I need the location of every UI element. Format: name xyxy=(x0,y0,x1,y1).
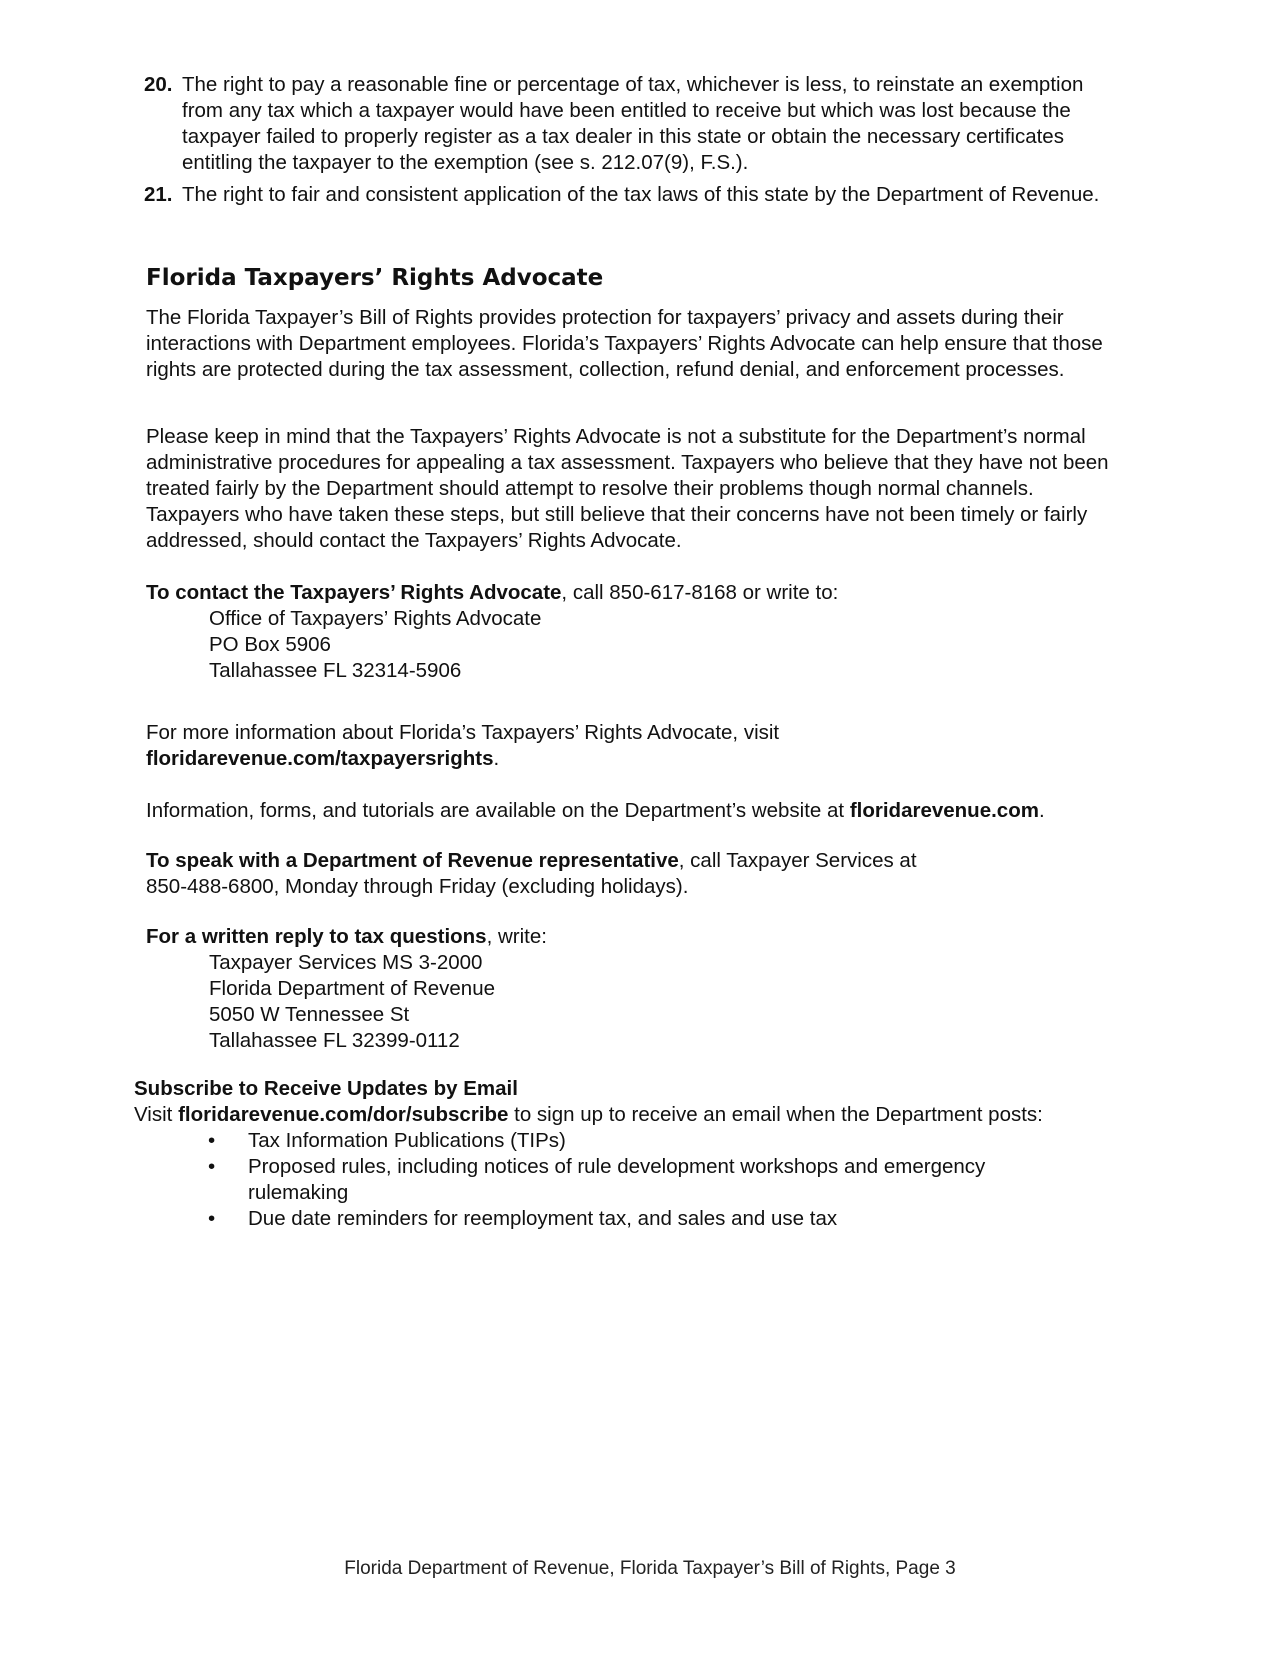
subscribe-heading: Subscribe to Receive Updates by Email xyxy=(134,1077,518,1100)
bullet-icon: • xyxy=(208,1155,216,1178)
website-info-text: Information, forms, and tutorials are available on the Department’s website at xyxy=(146,799,850,822)
address-line: PO Box 5906 xyxy=(209,633,331,656)
advocate-address xyxy=(209,606,541,684)
more-info xyxy=(146,720,1121,772)
taxpayer-services-address xyxy=(209,950,495,1054)
representative-label: To speak with a Department of Revenue representative xyxy=(146,849,679,872)
subscribe-rest: to sign up to receive an email when the Department posts: xyxy=(508,1103,1043,1126)
contact-line xyxy=(146,580,838,606)
bullet-icon: • xyxy=(208,1129,216,1152)
written-reply xyxy=(146,924,547,950)
more-info-text: For more information about Florida’s Taxpayers’ Rights Advocate, visit xyxy=(146,721,780,744)
website-link[interactable]: floridarevenue.com xyxy=(849,799,1039,822)
written-reply-label: For a written reply to tax questions xyxy=(146,925,487,948)
page-footer: Florida Department of Revenue, Florida Taxpayer’s Bill of Rights, Page 3 xyxy=(344,1558,956,1579)
subscribe-link[interactable]: floridarevenue.com/dor/subscribe xyxy=(178,1103,509,1126)
advocate-paragraph-1: The Florida Taxpayer’s Bill of Rights provides protection for taxpayers’ privacy and assets during their interactions with Department employees. Florida’s Taxpayers’ Rights Advocate can help ensure that those rights are protected during the tax assessment, collection, refund denial, and enforcement processes. xyxy=(146,306,1103,381)
address-line: 5050 W Tennessee St xyxy=(209,1003,410,1026)
website-info xyxy=(146,798,1146,824)
contact-label: To contact the Taxpayers’ Rights Advocate xyxy=(146,581,562,604)
address-line: Taxpayer Services MS 3-2000 xyxy=(209,951,483,974)
list-item xyxy=(208,1128,1088,1154)
period: . xyxy=(493,747,500,770)
subscribe-list xyxy=(208,1128,1088,1232)
period: . xyxy=(1038,799,1045,822)
representative-phone-hours: 850-488-6800, Monday through Friday (excluding holidays). xyxy=(146,875,689,898)
item-number: 20. xyxy=(144,73,173,96)
list-item xyxy=(208,1154,1088,1206)
item-number: 21. xyxy=(144,183,173,206)
subscribe-text xyxy=(134,1102,1144,1128)
list-item-text: Due date reminders for reemployment tax, and sales and use tax xyxy=(248,1207,838,1230)
address-line: Tallahassee FL 32399-0112 xyxy=(209,1029,460,1052)
representative-text: , call Taxpayer Services at xyxy=(678,849,917,872)
address-line: Tallahassee FL 32314-5906 xyxy=(209,659,462,682)
list-item xyxy=(208,1206,1088,1232)
item-text: The right to fair and consistent application of the tax laws of this state by the Department of Revenue. xyxy=(182,183,1100,206)
taxpayers-rights-link[interactable]: floridarevenue.com/taxpayersrights xyxy=(146,747,494,770)
written-reply-text: , write: xyxy=(486,925,547,948)
contact-phone-text: , call 850-617-8168 or write to: xyxy=(561,581,839,604)
section-heading: Florida Taxpayers’ Rights Advocate xyxy=(146,265,604,291)
bullet-icon: • xyxy=(208,1207,216,1230)
item-text: The right to pay a reasonable fine or percentage of tax, whichever is less, to reinstate an exemption from any tax which a taxpayer would have been entitled to receive but which was lost because the taxpayer failed to properly register as a tax dealer in this state or obtain the necessary certificates entitling the taxpayer to the exemption (see s. 212.07(9), F.S.). xyxy=(182,73,1084,174)
advocate-paragraph-2: Please keep in mind that the Taxpayers’ Rights Advocate is not a substitute for the Department’s normal administrative procedures for appealing a tax assessment. Taxpayers who believe that they have not been treated fairly by the Department should attempt to resolve their problems though normal channels. Taxpayers who have taken these steps, but still believe that their concerns have not been timely or fairly addressed, should contact the Taxpayers’ Rights Advocate. xyxy=(146,425,1109,552)
representative-info xyxy=(146,848,1146,900)
rights-list-item xyxy=(144,72,1124,176)
visit-label: Visit xyxy=(134,1103,179,1126)
address-line: Office of Taxpayers’ Rights Advocate xyxy=(209,607,542,630)
list-item-text: Proposed rules, including notices of rule development workshops and emergency rulemaking xyxy=(248,1155,986,1204)
rights-list-item xyxy=(144,182,1124,208)
list-item-text: Tax Information Publications (TIPs) xyxy=(248,1129,566,1152)
address-line: Florida Department of Revenue xyxy=(209,977,496,1000)
